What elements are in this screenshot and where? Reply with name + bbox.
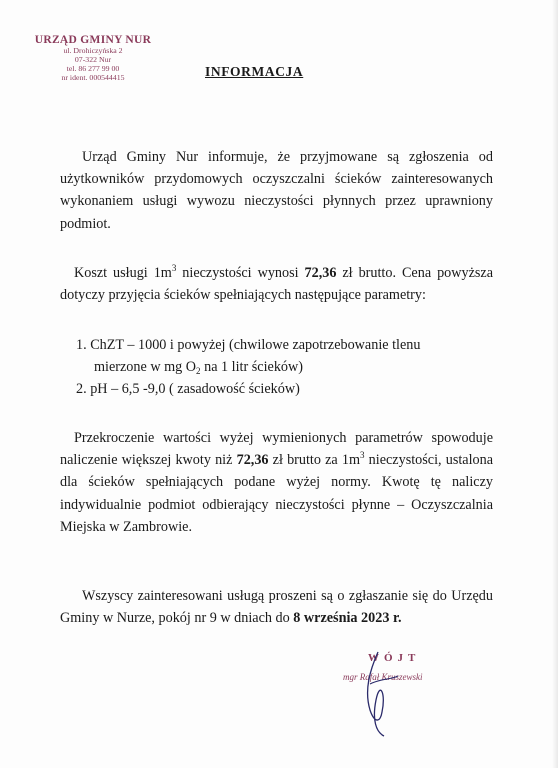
deadline-date: 8 września 2023 r.: [293, 610, 402, 627]
text: nieczystości, ustalona dla ścieków spełniających podane wyżej normy. Kwotę tę naliczy indywidualnie podmiot odbierający nieczystości płynne – Oczyszczalnia Miejska w Zambrowie.: [60, 452, 494, 535]
list-item-chzt-continued: [94, 356, 504, 378]
text: zł brutto za 1m: [268, 452, 361, 469]
stamp-line: tel. 86 277 99 00: [66, 64, 120, 73]
text: na 1 litr ścieków): [200, 359, 303, 375]
paragraph-exceed: [60, 427, 493, 538]
text: Wszyscy zainteresowani usługą proszeni są o zgłaszanie się do Urzędu Gminy w Nurze, pokój nr 9 w dniach do: [60, 588, 493, 627]
price: 72,36: [236, 452, 269, 469]
text: Przekroczenie wartości wyżej wymienionych parametrów spowoduje naliczenie większej kwoty niż: [60, 430, 493, 469]
paragraph-cost: [60, 262, 493, 306]
superscript: 3: [171, 263, 177, 273]
office-stamp: [28, 34, 158, 82]
subscript: 2: [196, 366, 201, 376]
paragraph-contact: [60, 585, 493, 629]
text: mierzone w mg O: [94, 359, 197, 375]
stamp-line: nr ident. 000544415: [61, 73, 125, 82]
stamp-line: 07-322 Nur: [74, 55, 112, 64]
page-edge: [552, 0, 558, 768]
signature-name: mgr Rafał Kruszewski: [343, 672, 423, 682]
list-item-ph: 2. pH – 6,5 -9,0 ( zasadowość ścieków): [76, 381, 300, 397]
handwritten-signature-icon: [340, 640, 420, 740]
superscript: 3: [360, 450, 365, 461]
paragraph-intro: Urząd Gminy Nur informuje, że przyjmowane są zgłoszenia od użytkowników przydomowych oczyszczalni ścieków zainteresowanych wykonaniem usługi wywozu nieczystości płynnych przez uprawniony podmiot.: [60, 149, 493, 232]
stamp-line: ul. Drohiczyńska 2: [63, 46, 123, 55]
price: 72,36: [304, 265, 337, 281]
signature-title: WÓJT: [368, 652, 421, 664]
stamp-name: URZĄD GMINY NUR: [34, 34, 152, 46]
text: Koszt usługi 1m: [74, 265, 172, 281]
text: nieczystości wynosi: [176, 265, 305, 281]
text: zł brutto. Cena powyższa dotyczy przyjęcia ścieków spełniających następujące parametry:: [60, 265, 494, 304]
list-item-chzt: 1. ChZT – 1000 i powyżej (chwilowe zapotrzebowanie tlenu: [76, 337, 421, 353]
document-title: INFORMACJA: [205, 64, 304, 79]
